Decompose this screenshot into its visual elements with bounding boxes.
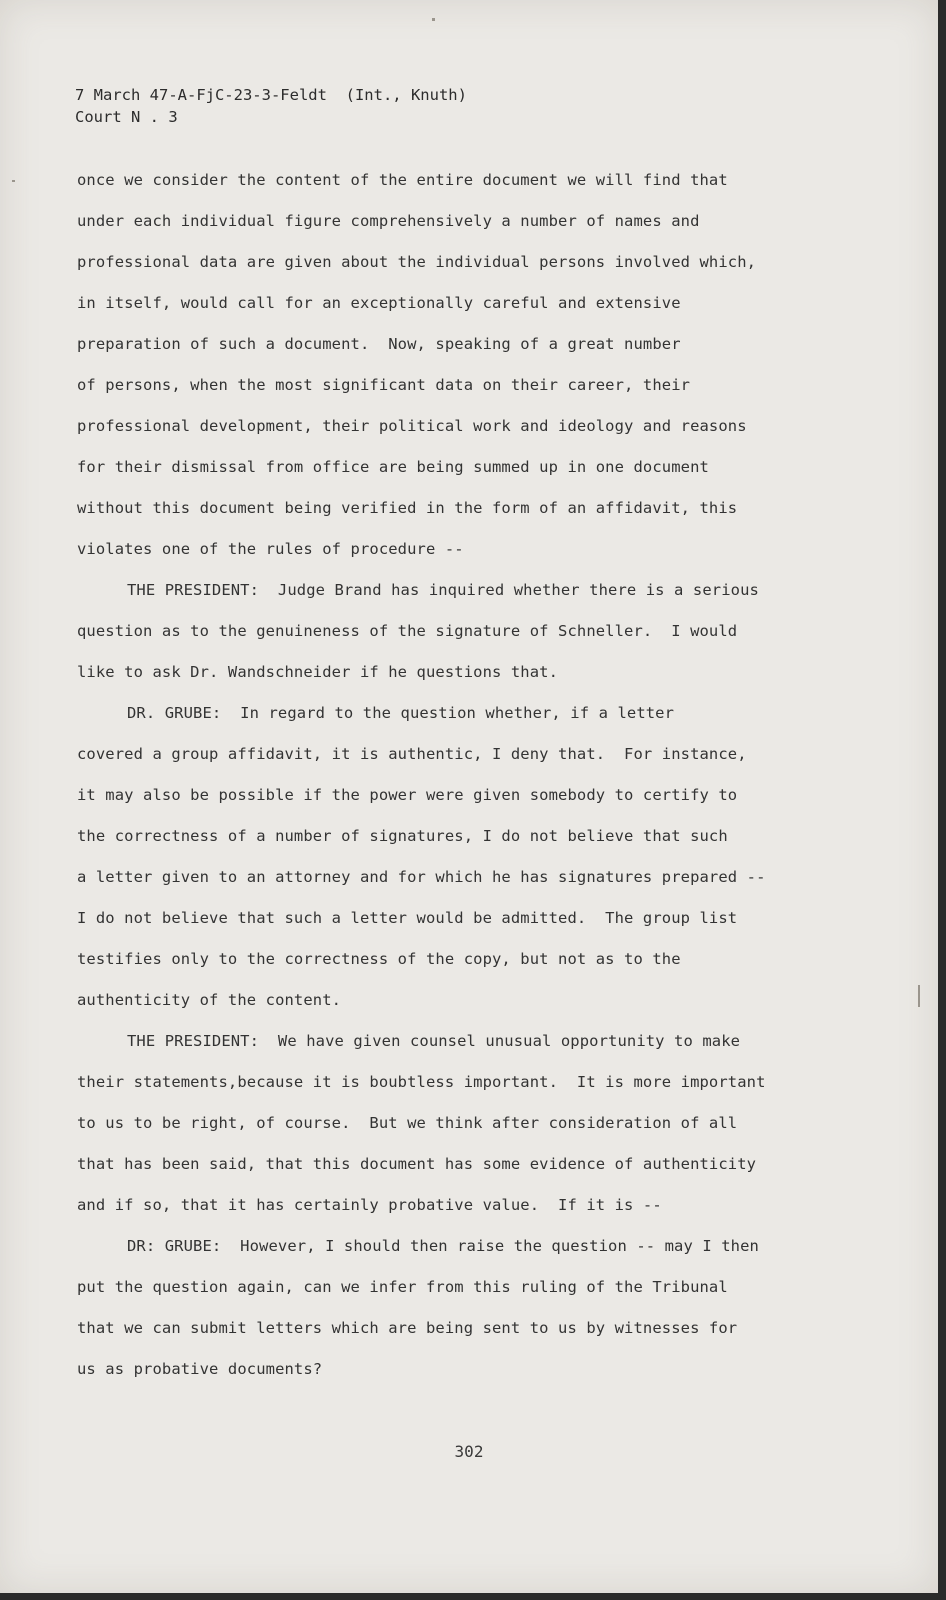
text-line: professional data are given about the individual persons involved which, xyxy=(77,253,757,271)
scan-speck xyxy=(918,985,920,1007)
text-line: testifies only to the correctness of the copy, but not as to the xyxy=(77,950,681,968)
text-line: us as probative documents? xyxy=(77,1360,323,1378)
speaker-line: THE PRESIDENT: We have given counsel unusual opportunity to make xyxy=(127,1032,741,1050)
text-line: preparation of such a document. Now, speaking of a great number xyxy=(77,335,681,353)
text-line: that has been said, that this document has some evidence of authenticity xyxy=(77,1155,757,1173)
text-line: that we can submit letters which are being sent to us by witnesses for xyxy=(77,1319,738,1337)
scan-speck xyxy=(432,18,435,21)
text-line: and if so, that it has certainly probative value. If it is -- xyxy=(77,1196,662,1214)
document-header xyxy=(75,84,467,128)
text-line: their statements,because it is boubtless important. It is more important xyxy=(77,1073,766,1091)
text-line: a letter given to an attorney and for which he has signatures prepared -- xyxy=(77,868,766,886)
speaker-line: DR. GRUBE: In regard to the question whether, if a letter xyxy=(127,704,675,722)
speaker-line: DR: GRUBE: However, I should then raise the question -- may I then xyxy=(127,1237,759,1255)
text-line: it may also be possible if the power were given somebody to certify to xyxy=(77,786,738,804)
text-line: like to ask Dr. Wandschneider if he questions that. xyxy=(77,663,559,681)
text-line: put the question again, can we infer from this ruling of the Tribunal xyxy=(77,1278,728,1296)
text-line: violates one of the rules of procedure -- xyxy=(77,540,464,558)
scan-speck xyxy=(12,180,15,182)
text-line: I do not believe that such a letter would be admitted. The group list xyxy=(77,909,738,927)
text-line: of persons, when the most significant data on their career, their xyxy=(77,376,691,394)
text-line: once we consider the content of the entire document we will find that xyxy=(77,171,728,189)
text-line: authenticity of the content. xyxy=(77,991,342,1009)
text-line: the correctness of a number of signatures, I do not believe that such xyxy=(77,827,728,845)
text-line: without this document being verified in the form of an affidavit, this xyxy=(77,499,738,517)
text-line: for their dismissal from office are being summed up in one document xyxy=(77,458,709,476)
text-line: under each individual figure comprehensively a number of names and xyxy=(77,212,700,230)
header-date-reference: 7 March 47-A-FjC-23-3-Feldt (Int., Knuth) xyxy=(75,86,467,104)
text-line: professional development, their political work and ideology and reasons xyxy=(77,417,747,435)
text-line: question as to the genuineness of the signature of Schneller. I would xyxy=(77,622,738,640)
header-court-number: Court N . 3 xyxy=(75,108,178,126)
transcript-body xyxy=(77,160,837,1390)
text-line: to us to be right, of course. But we think after consideration of all xyxy=(77,1114,738,1132)
text-line: in itself, would call for an exceptionally careful and extensive xyxy=(77,294,681,312)
page-number: 302 xyxy=(454,1442,484,1461)
text-line: covered a group affidavit, it is authentic, I deny that. For instance, xyxy=(77,745,747,763)
speaker-line: THE PRESIDENT: Judge Brand has inquired whether there is a serious xyxy=(127,581,759,599)
